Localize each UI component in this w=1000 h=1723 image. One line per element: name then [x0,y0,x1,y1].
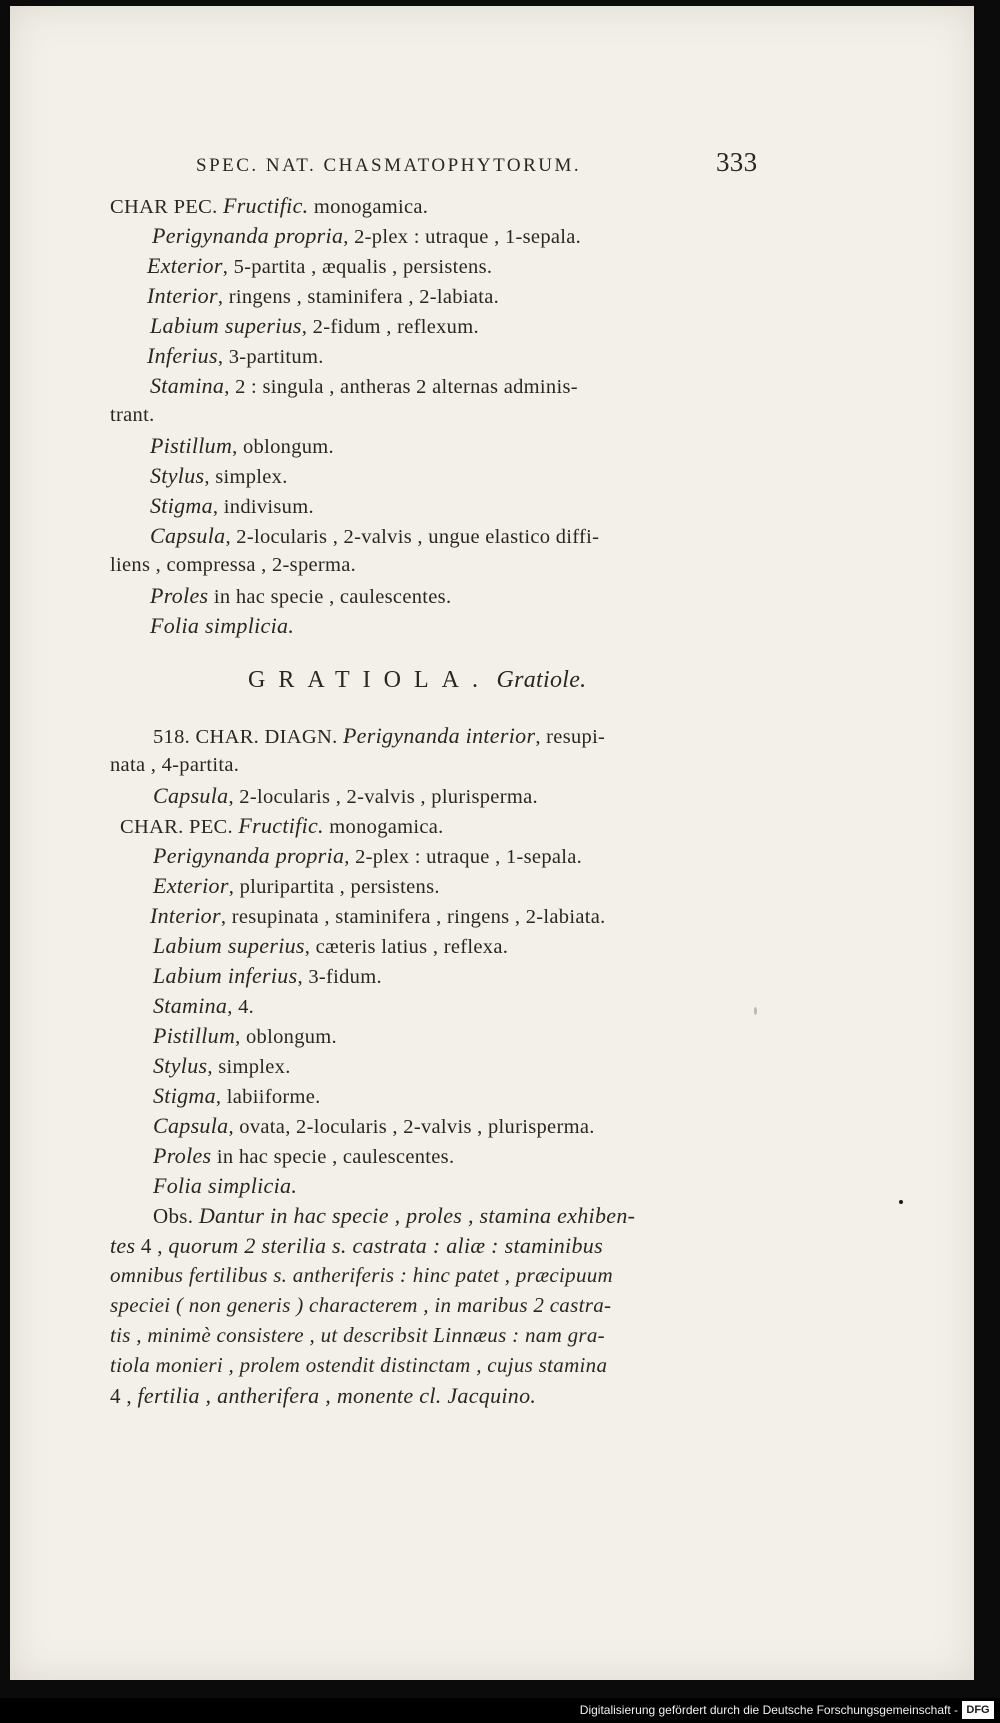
text-line: Stigma, indivisum. [150,493,314,518]
paper-speck [754,1007,757,1015]
text-line: Interior, resupinata , staminifera , ringens , 2-labiata. [150,903,606,928]
text-line: Stylus, simplex. [150,463,288,488]
running-head: SPEC. NAT. CHASMATOPHYTORUM. [196,155,582,176]
text-line: tes 4 , quorum 2 sterilia s. castrata : aliæ : staminibus [110,1233,603,1258]
paper-speck [899,1200,903,1204]
text-line: 4 , fertilia , antherifera , monente cl. Jacquino. [110,1383,537,1408]
text-line: Obs. Dantur in hac specie , proles , stamina exhiben- [153,1203,636,1228]
text-line: Labium superius, 2-fidum , reflexum. [150,313,479,338]
text-line: CHAR PEC. Fructific. monogamica. [110,193,429,218]
text-line: Folia simplicia. [150,613,295,638]
text-line: Exterior, pluripartita , persistens. [153,873,440,898]
text-line: tiola monieri , prolem ostendit distinctam , cujus stamina [110,1353,608,1377]
text-line: CHAR. PEC. Fructific. monogamica. [120,813,444,838]
text-line: Inferius, 3-partitum. [147,343,324,368]
text-line: Capsula, ovata, 2-locularis , 2-valvis , plurisperma. [153,1113,595,1138]
text-line: Capsula, 2-locularis , 2-valvis , plurisperma. [153,783,538,808]
text-line: trant. [110,404,155,426]
text-line: Exterior, 5-partita , æqualis , persistens. [147,253,493,278]
text-line: Proles in hac specie , caulescentes. [150,583,452,608]
footer-credit: Digitalisierung gefördert durch die Deutsche Forschungsgemeinschaft - [579,1703,958,1717]
text-line: Capsula, 2-locularis , 2-valvis , ungue elastico diffi- [150,523,600,548]
text-line: tis , minimè consistere , ut describsit Linnæus : nam gra- [110,1323,605,1347]
dfg-logo: DFG [962,1701,994,1719]
text-line: liens , compressa , 2-sperma. [110,554,357,576]
text-line: Pistillum, oblongum. [150,433,334,458]
genus-heading: GRATIOLA. Gratiole. [248,667,587,693]
text-line: Stamina, 2 : singula , antheras 2 alternas adminis- [150,373,578,398]
text-line: Stigma, labiiforme. [153,1083,321,1108]
text-line: Folia simplicia. [153,1173,298,1198]
page-text [10,6,974,1680]
page-number: 333 [716,147,758,177]
book-page [10,6,974,1680]
text-line: Pistillum, oblongum. [153,1023,337,1048]
text-line: Stamina, 4. [153,993,255,1018]
text-line: Labium superius, cæteris latius , reflexa. [153,933,509,958]
text-line: omnibus fertilibus s. antheriferis : hinc patet , præcipuum [110,1263,614,1287]
text-line: nata , 4-partita. [110,754,240,776]
text-line: speciei ( non generis ) characterem , in maribus 2 castra- [110,1293,612,1317]
text-line: Stylus, simplex. [153,1053,291,1078]
text-line: 518. CHAR. DIAGN. Perigynanda interior, resupi- [153,723,606,748]
text-line: Proles in hac specie , caulescentes. [153,1143,455,1168]
text-line: Perigynanda propria, 2-plex : utraque , 1-sepala. [153,843,583,868]
text-line: Interior, ringens , staminifera , 2-labiata. [147,283,500,308]
text-line: Perigynanda propria, 2-plex : utraque , 1-sepala. [152,223,582,248]
text-line: Labium inferius, 3-fidum. [153,963,382,988]
